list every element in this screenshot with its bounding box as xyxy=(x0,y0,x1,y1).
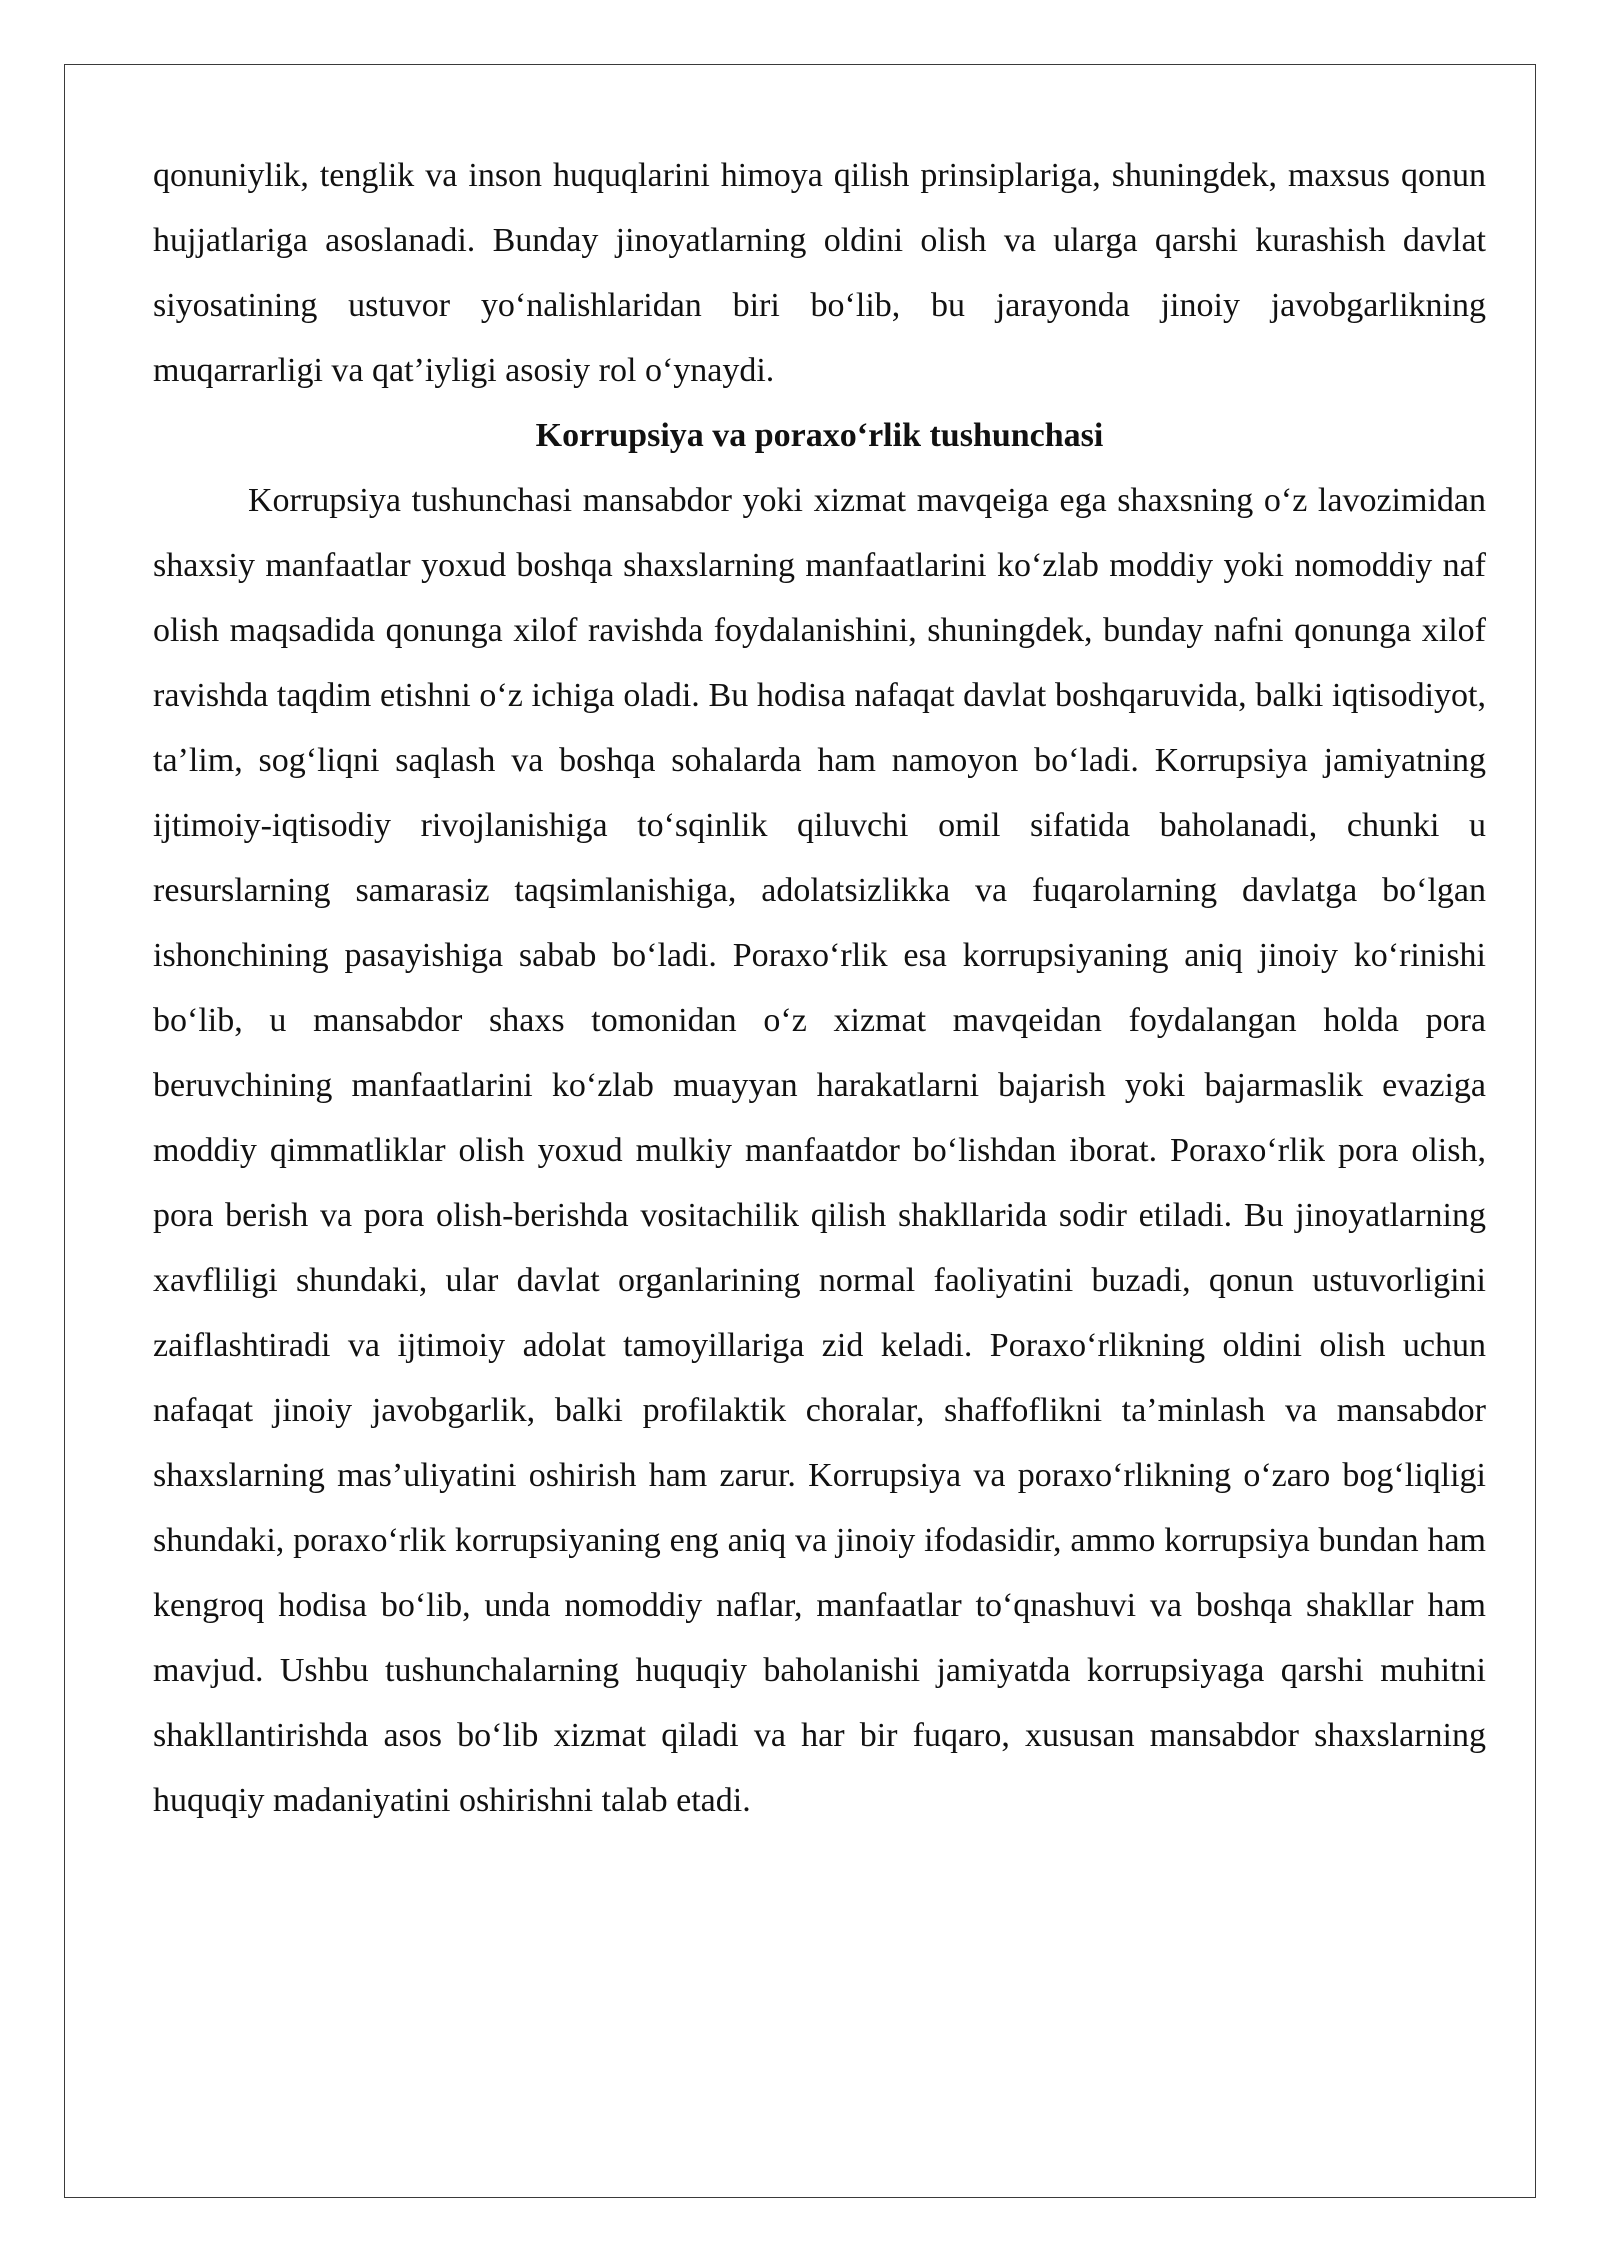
section-heading: Korrupsiya va poraxo‘rlik tushunchasi xyxy=(535,417,1104,454)
paragraph-main: Korrupsiya tushunchasi mansabdor yoki xizmat mavqeiga ega shaxsning o‘z lavozimidan shaxsiy manfaatlar yoxud boshqa shaxslarning manfaatlarini ko‘zlab moddiy yoki nomoddiy naf olish maqsadida qonunga xilof ravishda foydalanishini, shuningdek, bunday nafni qonunga xilof ravishda taqdim etishni o‘z ichiga oladi. Bu hodisa nafaqat davlat boshqaruvida, balki iqtisodiyot, ta’lim, sog‘liqni saqlash va boshqa sohalarda ham namoyon bo‘ladi. Korrupsiya jamiyatning ijtimoiy-iqtisodiy rivojlanishiga to‘sqinlik qiluvchi omil sifatida baholanadi, chunki u resurslarning samarasiz taqsimlanishiga, adolatsizlikka va fuqarolarning davlatga bo‘lgan ishonchining pasayishiga sabab bo‘ladi. Poraxo‘rlik esa korrupsiyaning aniq jinoiy ko‘rinishi bo‘lib, u mansabdor shaxs tomonidan o‘z xizmat mavqeidan foydalangan holda pora beruvchining manfaatlarini ko‘zlab muayyan harakatlarni bajarish yoki bajarmaslik evaziga moddiy qimmatliklar olish yoxud mulkiy manfaatdor bo‘lishdan iborat. Poraxo‘rlik pora olish, pora berish va pora olish-berishda vositachilik qilish shakllarida sodir etiladi. Bu jinoyatlarning xavfliligi shundaki, ular davlat organlarining normal faoliyatini buzadi, qonun ustuvorligini zaiflashtiradi va ijtimoiy adolat tamoyillariga zid keladi. Poraxo‘rlikning oldini olish uchun nafaqat jinoiy javobgarlik, balki profilaktik choralar, shaffoflikni ta’minlash va mansabdor shaxslarning mas’uliyatini oshirish ham zarur. Korrupsiya va poraxo‘rlikning o‘zaro bog‘liqligi shundaki, poraxo‘rlik korrupsiyaning eng aniq va jinoiy ifodasidir, ammo korrupsiya bundan ham kengroq hodisa bo‘lib, unda nomoddiy naflar, manfaatlar to‘qnashuvi va boshqa shakllar ham mavjud. Ushbu tushunchalarning huquqiy baholanishi jamiyatda korrupsiyaga qarshi muhitni shakllantirishda asos bo‘lib xizmat qiladi va har bir fuqaro, xususan mansabdor shaxslarning huquqiy madaniyatini oshirishni talab etadi. xyxy=(153,482,1486,1819)
document-body xyxy=(153,143,1486,1833)
paragraph-continuation: qonuniylik, tenglik va inson huquqlarini himoya qilish prinsiplariga, shuningdek, maxsus qonun hujjatlariga asoslanadi. Bunday jinoyatlarning oldini olish va ularga qarshi kurashish davlat siyosatining ustuvor yo‘nalishlaridan biri bo‘lib, bu jarayonda jinoiy javobgarlikning muqarrarligi va qat’iyligi asosiy rol o‘ynaydi. xyxy=(153,157,1486,389)
